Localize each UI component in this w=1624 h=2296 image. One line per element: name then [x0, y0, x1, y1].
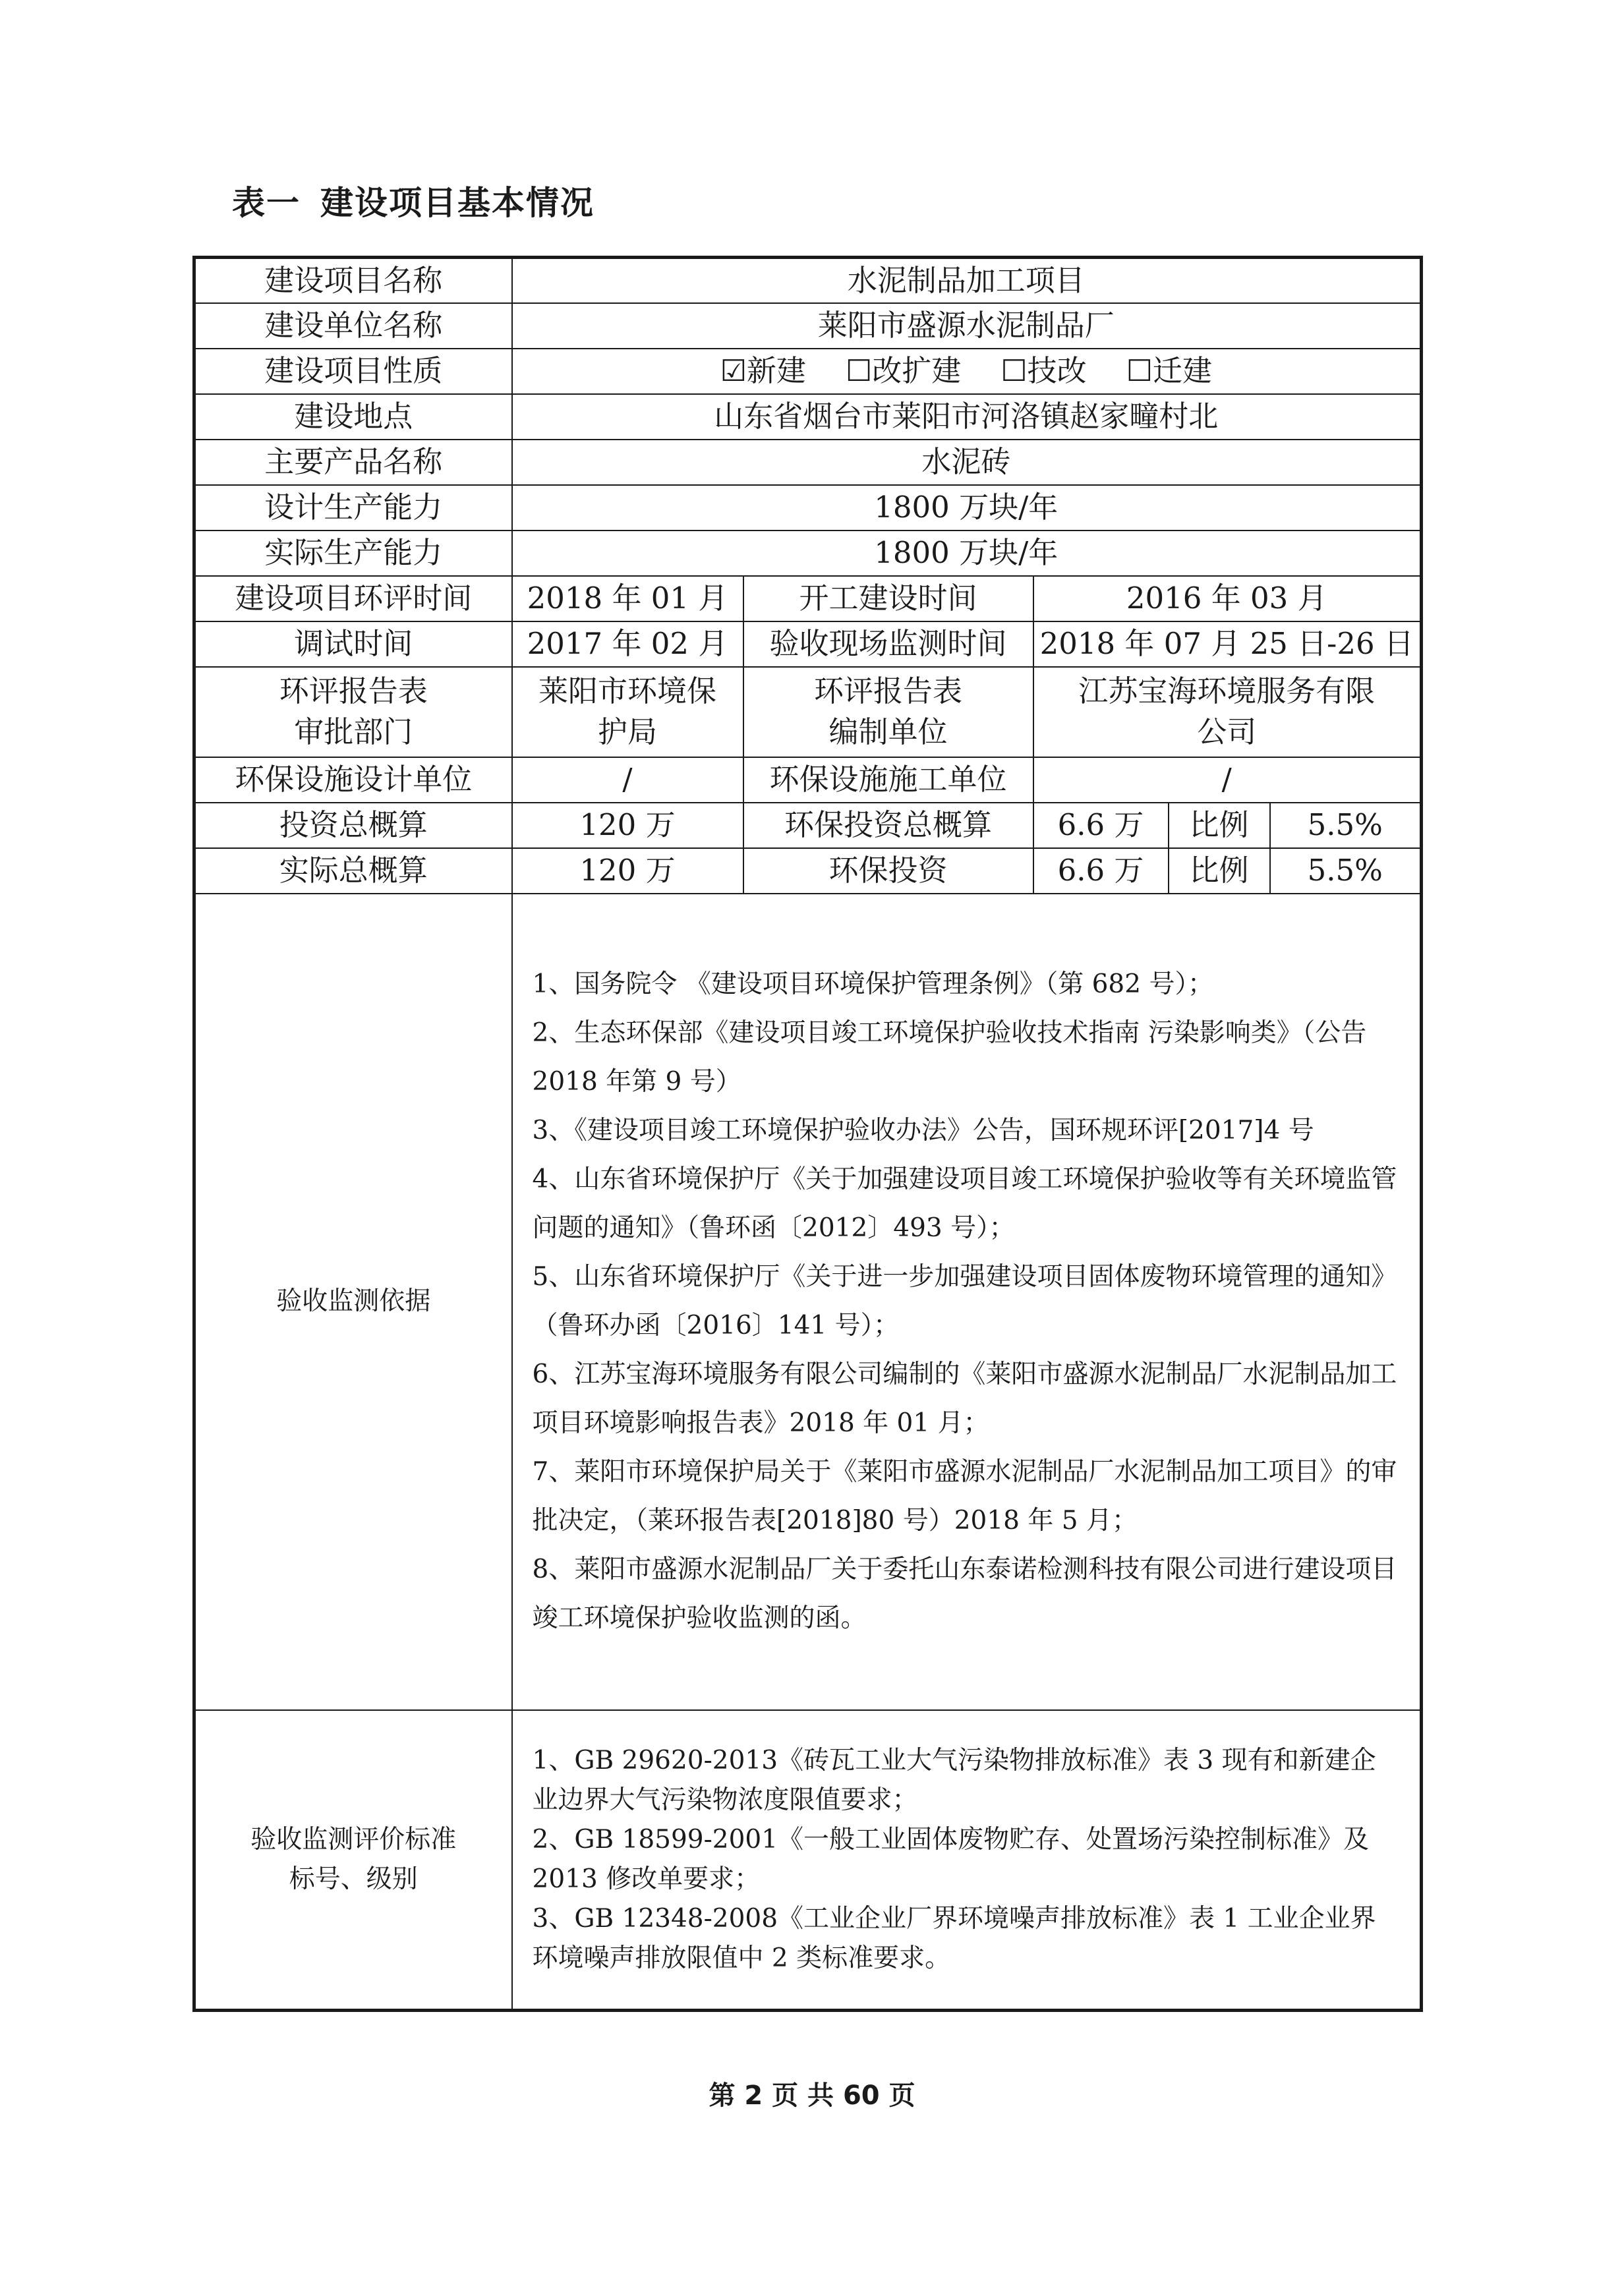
- label-start-time: 开工建设时间: [743, 576, 1033, 621]
- label-eia-time: 建设项目环评时间: [194, 576, 512, 621]
- label-env-invest-budget: 环保投资总概算: [743, 803, 1033, 848]
- label-basis: 验收监测依据: [194, 894, 512, 1710]
- value-actual-budget: 120 万: [512, 848, 743, 894]
- label-approval-dept: 环评报告表 审批部门: [194, 667, 512, 757]
- project-info-table: [192, 256, 1423, 2012]
- value-construction-unit: /: [1033, 757, 1422, 803]
- checkbox-new: ☑新建: [720, 353, 806, 388]
- page-title: [232, 177, 614, 224]
- value-project-name: 水泥制品加工项目: [512, 258, 1422, 303]
- label-actual-ratio: 比例: [1169, 848, 1270, 894]
- value-ratio: 5.5%: [1270, 803, 1422, 848]
- basis-item: 1、国务院令 《建设项目环境保护管理条例》（第 682 号）；: [532, 969, 1213, 999]
- standard-item: 3、GB 12348-2008《工业企业厂界环境噪声排放标准》表 1 工业企业界环境噪声排放限值中 2 类标准要求。: [532, 1903, 1376, 1973]
- value-invest-budget: 120 万: [512, 803, 743, 848]
- value-design-capacity: 1800 万块/年: [512, 485, 1422, 531]
- value-env-invest-budget: 6.6 万: [1033, 803, 1169, 848]
- value-compile-unit: 江苏宝海环境服务有限 公司: [1033, 667, 1422, 757]
- value-monitor-time: 2018 年 07 月 25 日-26 日: [1033, 621, 1422, 667]
- row-location: [194, 394, 1422, 440]
- row-standards: [194, 1710, 1422, 2011]
- value-product: 水泥砖: [512, 440, 1422, 485]
- value-actual-capacity: 1800 万块/年: [512, 531, 1422, 576]
- value-unit-name: 莱阳市盛源水泥制品厂: [512, 303, 1422, 349]
- row-basis: [194, 894, 1422, 1710]
- label-debug-time: 调试时间: [194, 621, 512, 667]
- checkbox-tech: ☐技改: [1000, 353, 1087, 388]
- row-actual-budget: [194, 848, 1422, 894]
- value-location: 山东省烟台市莱阳市河洛镇赵家疃村北: [512, 394, 1422, 440]
- basis-item: 6、江苏宝海环境服务有限公司编制的《莱阳市盛源水泥制品厂水泥制品加工项目环境影响报告表》2018 年 01 月；: [532, 1360, 1397, 1438]
- value-nature: [512, 349, 1422, 394]
- page-footer: 第 2 页 共 60 页: [709, 2081, 915, 2111]
- basis-item: 8、莱阳市盛源水泥制品厂关于委托山东泰诺检测科技有限公司进行建设项目竣工环境保护验收监测的函。: [532, 1555, 1397, 1633]
- row-unit-name: [194, 303, 1422, 349]
- label-actual-capacity: 实际生产能力: [194, 531, 512, 576]
- basis-item: 4、山东省环境保护厅《关于加强建设项目竣工环境保护验收等有关环境监管问题的通知》（鲁环函〔2012〕493 号）；: [532, 1164, 1397, 1243]
- title-main: 建设项目基本情况: [320, 184, 594, 222]
- row-eia-time: [194, 576, 1422, 621]
- row-design-unit: [194, 757, 1422, 803]
- value-actual-ratio: 5.5%: [1270, 848, 1422, 894]
- label-location: 建设地点: [194, 394, 512, 440]
- label-actual-budget: 实际总概算: [194, 848, 512, 894]
- row-debug-time: [194, 621, 1422, 667]
- row-approval: [194, 667, 1422, 757]
- label-nature: 建设项目性质: [194, 349, 512, 394]
- basis-item: 7、莱阳市环境保护局关于《莱阳市盛源水泥制品厂水泥制品加工项目》的审批决定，（莱环报告表[2018]80 号）2018 年 5 月；: [532, 1457, 1397, 1535]
- basis-list: [512, 894, 1422, 1710]
- label-construction-unit: 环保设施施工单位: [743, 757, 1033, 803]
- row-nature: [194, 349, 1422, 394]
- label-standards: 验收监测评价标准 标号、级别: [194, 1710, 512, 2011]
- row-actual-capacity: [194, 531, 1422, 576]
- standard-item: 1、GB 29620-2013《砖瓦工业大气污染物排放标准》表 3 现有和新建企业边界大气污染物浓度限值要求；: [532, 1745, 1376, 1815]
- label-invest-budget: 投资总概算: [194, 803, 512, 848]
- label-ratio: 比例: [1169, 803, 1270, 848]
- row-invest-budget: [194, 803, 1422, 848]
- value-debug-time: 2017 年 02 月: [512, 621, 743, 667]
- standard-item: 2、GB 18599-2001《一般工业固体废物贮存、处置场污染控制标准》及 2013 修改单要求；: [532, 1824, 1370, 1894]
- value-eia-time: 2018 年 01 月: [512, 576, 743, 621]
- value-start-time: 2016 年 03 月: [1033, 576, 1422, 621]
- basis-item: 2、生态环保部《建设项目竣工环境保护验收技术指南 污染影响类》（公告 2018 年第 9 号）: [532, 1018, 1367, 1097]
- label-monitor-time: 验收现场监测时间: [743, 621, 1033, 667]
- label-compile-unit: 环评报告表 编制单位: [743, 667, 1033, 757]
- value-env-invest: 6.6 万: [1033, 848, 1169, 894]
- value-design-unit: /: [512, 757, 743, 803]
- title-prefix: 表一: [232, 184, 301, 222]
- checkbox-expand: ☐改扩建: [845, 353, 962, 388]
- value-approval-dept: 莱阳市环境保 护局: [512, 667, 743, 757]
- basis-item: 3、《建设项目竣工环境保护验收办法》公告，国环规环评[2017]4 号: [532, 1116, 1314, 1145]
- label-project-name: 建设项目名称: [194, 258, 512, 303]
- label-product: 主要产品名称: [194, 440, 512, 485]
- basis-item: 5、山东省环境保护厅《关于进一步加强建设项目固体废物环境管理的通知》（鲁环办函〔2016〕141 号）；: [532, 1262, 1397, 1340]
- row-design-capacity: [194, 485, 1422, 531]
- row-product: [194, 440, 1422, 485]
- label-unit-name: 建设单位名称: [194, 303, 512, 349]
- checkbox-relocate: ☐迁建: [1126, 353, 1212, 388]
- label-env-invest: 环保投资: [743, 848, 1033, 894]
- label-design-unit: 环保设施设计单位: [194, 757, 512, 803]
- label-design-capacity: 设计生产能力: [194, 485, 512, 531]
- standards-list: [512, 1710, 1422, 2011]
- row-project-name: [194, 258, 1422, 303]
